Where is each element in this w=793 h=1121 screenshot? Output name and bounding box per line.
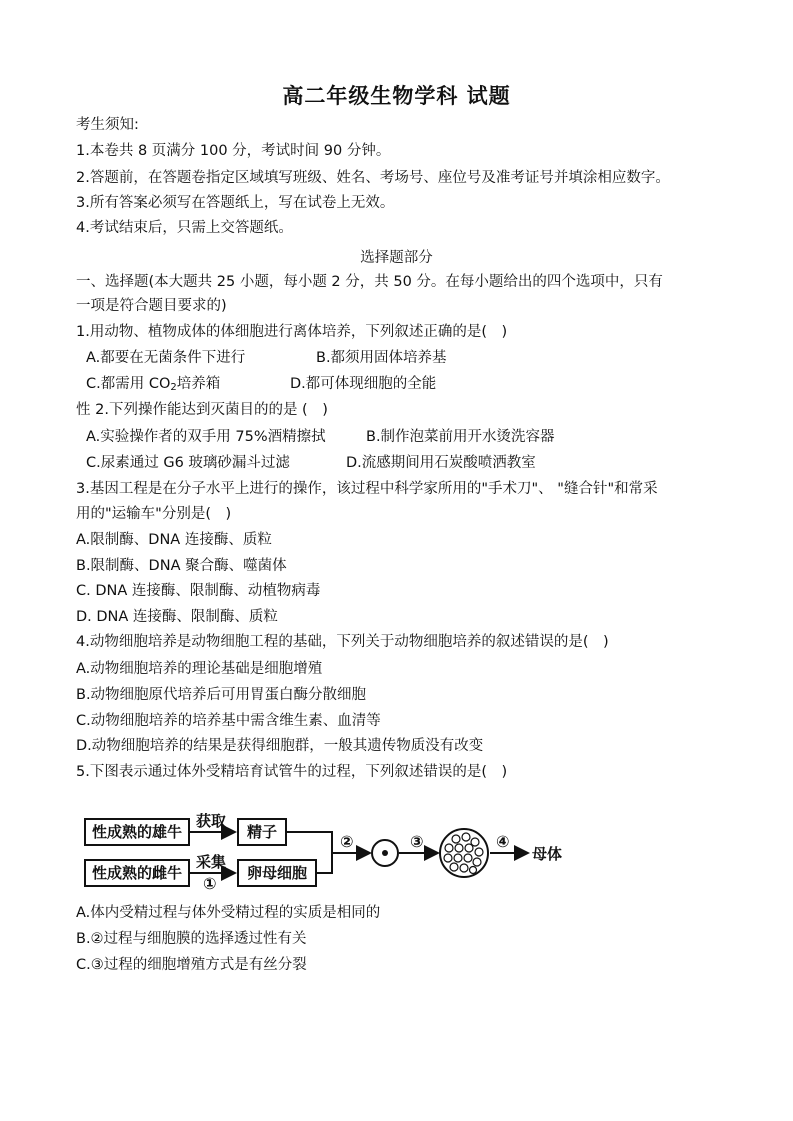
label-collect: 采集	[196, 853, 227, 871]
q3-option-a: A.限制酶、DNA 连接酶、质粒	[76, 532, 272, 548]
q1-option-c-subscript: 2	[170, 382, 177, 393]
egg-box: 卵母细胞	[237, 859, 317, 887]
q3-stem-line-1: 3.基因工程是在分子水平上进行的操作，该过程中科学家所用的"手术刀"、 "缝合针"和常采	[76, 481, 658, 497]
q4-option-b: B.动物细胞原代培养后可用胃蛋白酶分散细胞	[76, 687, 367, 703]
section-title: 选择题部分	[360, 250, 433, 266]
q1-option-c-text: C.都需用 CO	[86, 376, 171, 392]
q5-option-c: C.③过程的细胞增殖方式是有丝分裂	[76, 957, 307, 973]
q4-option-c: C.动物细胞培养的培养基中需含维生素、血清等	[76, 713, 381, 729]
label-step-1: ①	[203, 874, 217, 893]
part-intro-line-1: 一、选择题(本大题共 25 小题，每小题 2 分，共 50 分。在每小题给出的四个选项中，只有	[76, 274, 663, 290]
q1-option-c	[86, 374, 220, 398]
q5-option-b: B.②过程与细胞膜的选择透过性有关	[76, 931, 307, 947]
q2-option-c: C.尿素通过 G6 玻璃砂漏斗过滤	[86, 455, 290, 471]
q2-option-a: A.实验操作者的双手用 75%酒精擦拭	[86, 429, 326, 445]
male-bull-box: 性成熟的雄牛	[84, 818, 190, 846]
label-step-2: ②	[340, 832, 354, 851]
female-cow-box: 性成熟的雌牛	[84, 859, 190, 887]
q1-option-d: D.都可体现细胞的全能	[290, 376, 437, 392]
q5-option-a: A.体内受精过程与体外受精过程的实质是相同的	[76, 905, 381, 921]
label-step-3: ③	[410, 832, 424, 851]
q1-option-b: B.都须用固体培养基	[316, 350, 447, 366]
label-step-4: ④	[496, 832, 510, 851]
q4-option-d: D.动物细胞培养的结果是获得细胞群，一般其遗传物质没有改变	[76, 738, 484, 754]
q1-option-a: A.都要在无菌条件下进行	[86, 350, 246, 366]
part-intro-line-2: 一项是符合题目要求的)	[76, 298, 227, 314]
ivf-process-diagram	[80, 806, 580, 896]
label-mother: 母体	[532, 845, 563, 863]
notice-item-2: 2.答题前，在答题卷指定区域填写班级、姓名、考场号、座位号及准考证号并填涂相应数字。	[76, 170, 670, 186]
q2-option-d: D.流感期间用石炭酸喷洒教室	[346, 455, 536, 471]
line-sperm-merge	[287, 832, 332, 853]
line-egg-merge	[317, 853, 332, 873]
q3-option-d: D. DNA 连接酶、限制酶、质粒	[76, 609, 278, 625]
q2-option-b: B.制作泡菜前用开水烫洗容器	[366, 429, 555, 445]
label-get: 获取	[196, 812, 227, 830]
q1-option-c-text-end: 培养箱	[176, 376, 221, 392]
q5-stem: 5.下图表示通过体外受精培育试管牛的过程，下列叙述错误的是( )	[76, 764, 508, 780]
notice-heading: 考生须知:	[76, 117, 139, 133]
zygote-nucleus	[382, 850, 388, 856]
q4-option-a: A.动物细胞培养的理论基础是细胞增殖	[76, 661, 323, 677]
q3-stem-line-2: 用的"运输车"分别是( )	[76, 506, 232, 522]
notice-item-3: 3.所有答案必须写在答题纸上，写在试卷上无效。	[76, 195, 395, 211]
sperm-box: 精子	[237, 818, 287, 846]
q4-stem: 4.动物细胞培养是动物细胞工程的基础，下列关于动物细胞培养的叙述错误的是( )	[76, 634, 609, 650]
q3-option-b: B.限制酶、DNA 聚合酶、噬菌体	[76, 558, 287, 574]
notice-item-1: 1.本卷共 8 页满分 100 分，考试时间 90 分钟。	[76, 143, 391, 159]
q2-stem: 性 2.下列操作能达到灭菌目的的是 ( )	[76, 402, 328, 418]
q1-stem: 1.用动物、植物成体的体细胞进行离体培养，下列叙述正确的是( )	[76, 324, 508, 340]
page-title: 高二年级生物学科 试题	[282, 84, 511, 108]
q3-option-c: C. DNA 连接酶、限制酶、动植物病毒	[76, 583, 321, 599]
notice-item-4: 4.考试结束后，只需上交答题纸。	[76, 220, 293, 236]
